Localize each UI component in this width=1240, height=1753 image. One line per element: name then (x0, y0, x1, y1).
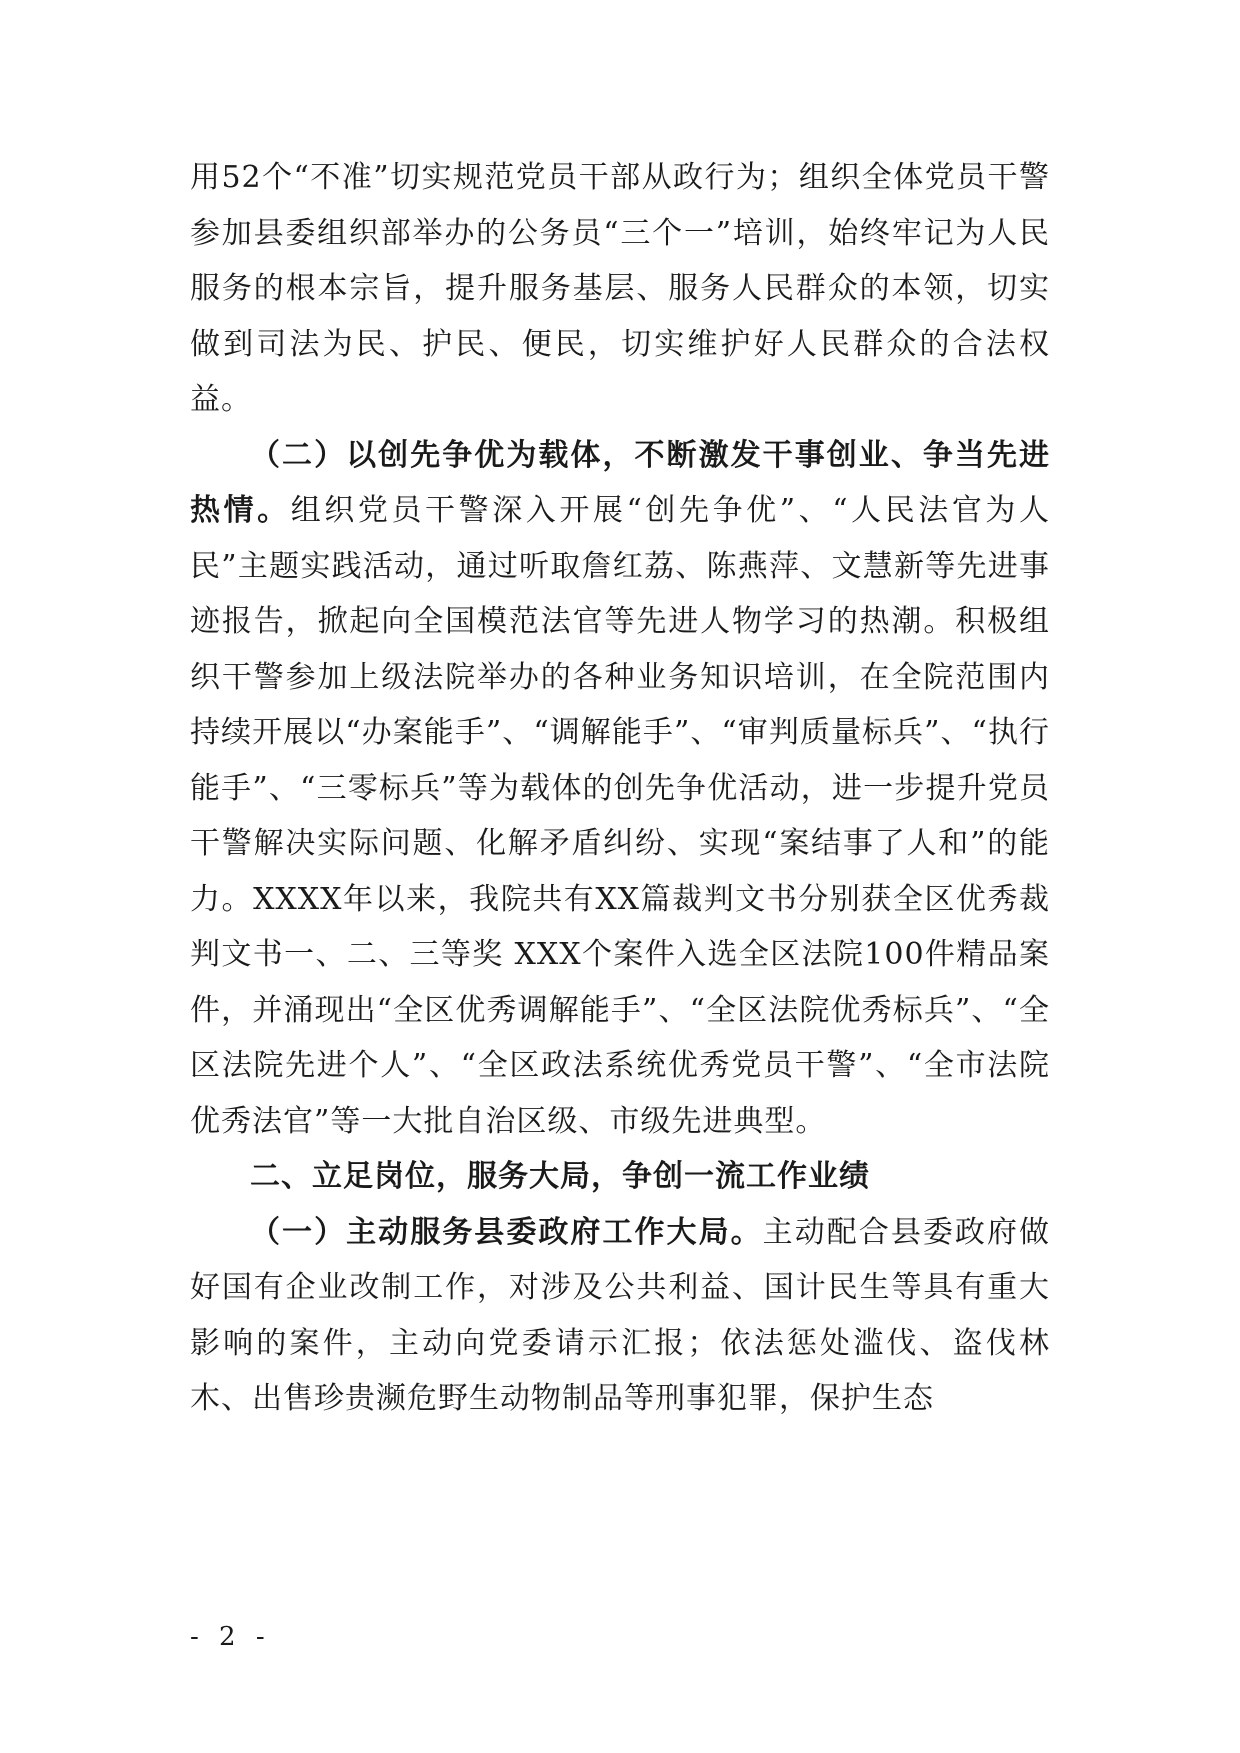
paragraph-section-2-2 (190, 428, 1050, 1150)
paragraph-section-2-1 (190, 1205, 1050, 1427)
section-heading-2-2: （二）以创先争优为载体，不断激发干事创业、争当先进热情。 (190, 437, 1050, 528)
paragraph-text: 主动配合县委政府做好国有企业改制工作，对涉及公共利益、国计民生等具有重大影响的案件，主动向党委请示汇报；依法惩处滥伐、盗伐林木、出售珍贵濒危野生动物制品等刑事犯罪，保护生态 (190, 1214, 1051, 1416)
paragraph-text: 用52个“不准”切实规范党员干部从政行为；组织全体党员干警参加县委组织部举办的公务员“三个一”培训，始终牢记为人民服务的根本宗旨，提升服务基层、服务人民群众的本领，切实做到司法为民、护民、便民，切实维护好人民群众的合法权益。 (190, 160, 1050, 417)
paragraph-text: 组织党员干警深入开展“创先争优”、“人民法官为人民”主题实践活动，通过听取詹红荔、陈燕萍、文慧新等先进事迹报告，掀起向全国模范法官等先进人物学习的热潮。积极组织干警参加上级法院举办的各种业务知识培训，在全院范围内持续开展以“办案能手”、“调解能手”、“审判质量标兵”、“执行能手”、“三零标兵”等为载体的创先争优活动，进一步提升党员干警解决实际问题、化解矛盾纠纷、实现“案结事了人和”的能力。XXXX年以来，我院共有XX篇裁判文书分别获全区优秀裁判文书一、二、三等奖 XXX个案件入选全区法院100件精品案件，并涌现出“全区优秀调解能手”、“全区法院优秀标兵”、“全区法院先进个人”、“全区政法系统优秀党员干警”、“全市法院优秀法官”等一大批自治区级、市级先进典型。 (190, 493, 1050, 1139)
section-heading-2: 二、立足岗位，服务大局，争创一流工作业绩 (250, 1159, 870, 1194)
document-body (190, 150, 1050, 1427)
section-heading-2-1: （一）主动服务县委政府工作大局。 (250, 1214, 763, 1250)
page-number: - 2 - (190, 1622, 271, 1652)
heading-section-2 (190, 1149, 1050, 1205)
paragraph-continuation (190, 150, 1050, 428)
